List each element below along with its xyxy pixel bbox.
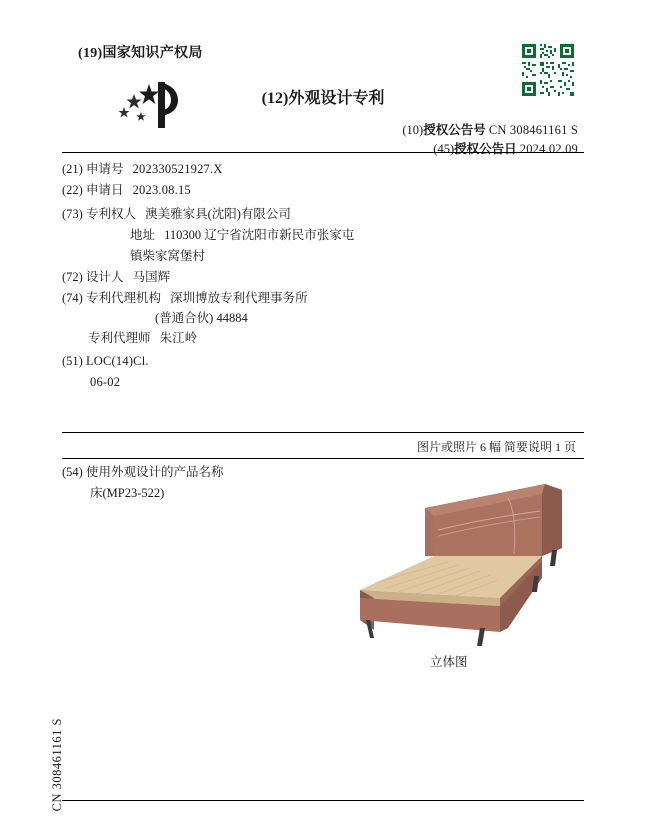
publication-date-code: (45)	[433, 142, 455, 156]
figure-count-note: 图片或照片 6 幅 简要说明 1 页	[416, 440, 576, 454]
applicant-code: (73)	[62, 207, 83, 221]
agency-field	[62, 289, 308, 308]
patent-type-code: (12)	[261, 90, 289, 107]
footer-divider	[62, 800, 584, 801]
applicant-address-label: 地址	[130, 228, 156, 242]
agency-label: 专利代理机构	[85, 291, 161, 305]
applicant-address-line-1	[130, 226, 354, 245]
agent-value: 朱江岭	[159, 331, 198, 345]
issuing-office	[78, 42, 203, 62]
designer-label: 设计人	[85, 270, 124, 284]
office-name: 国家知识产权局	[102, 46, 203, 61]
side-publication-number: CN 308461161 S	[50, 718, 64, 812]
publication-date-value: 2024.02.09	[519, 142, 578, 156]
loc-code: (51)	[62, 354, 83, 368]
product-name-value-line	[90, 484, 164, 503]
product-name-field	[62, 463, 223, 482]
header-divider	[62, 152, 584, 153]
agency-code: (74)	[62, 291, 83, 305]
application-date-label: 申请日	[85, 183, 124, 197]
agency-line-2	[155, 309, 248, 328]
applicant-address-value-2: 镇柴家窝堡村	[130, 249, 206, 263]
applicant-address-value-1: 110300 辽宁省沈阳市新民市张家屯	[164, 228, 355, 242]
application-date-field	[62, 181, 191, 200]
designer-value: 马国辉	[132, 270, 171, 284]
application-number-value: 202330521927.X	[132, 162, 223, 176]
applicant-address-line-2	[130, 247, 205, 266]
office-code: (19)	[78, 46, 103, 61]
application-number-label: 申请号	[85, 162, 124, 176]
loc-label: LOC(14)Cl.	[85, 354, 149, 368]
application-date-value: 2023.08.15	[132, 183, 191, 197]
product-name-label: 使用外观设计的产品名称	[85, 465, 224, 479]
loc-value: 06-02	[90, 375, 121, 389]
publication-number-value: CN 308461161 S	[488, 123, 578, 137]
applicant-field	[62, 205, 291, 224]
applicant-label: 专利权人	[85, 207, 136, 221]
body-divider-top	[62, 432, 584, 433]
application-number-field	[62, 160, 223, 179]
loc-classification-value	[90, 373, 120, 392]
product-name-value: 床(MP23-522)	[90, 486, 165, 500]
agency-type-and-code: (普通合伙) 44884	[155, 311, 248, 325]
publication-date-label: 授权公告日	[454, 142, 517, 156]
patent-type-title	[0, 85, 646, 108]
bed-perspective-drawing	[330, 470, 580, 655]
product-name-code: (54)	[62, 465, 83, 479]
agent-field	[88, 329, 197, 348]
applicant-value: 澳美雅家具(沈阳)有限公司	[145, 207, 291, 221]
publication-date-line	[433, 139, 578, 157]
patent-type-text: 外观设计专利	[288, 90, 385, 107]
publication-number-line	[402, 120, 578, 138]
agency-value: 深圳博放专利代理事务所	[170, 291, 308, 305]
agent-label: 专利代理师	[88, 331, 151, 345]
application-number-code: (21)	[62, 162, 83, 176]
application-date-code: (22)	[62, 183, 83, 197]
designer-code: (72)	[62, 270, 83, 284]
designer-field	[62, 268, 170, 287]
publication-number-label: 授权公告号	[423, 123, 486, 137]
figure-caption: 立体图	[430, 655, 468, 669]
loc-classification-field	[62, 352, 149, 371]
body-divider-bottom	[62, 458, 584, 459]
publication-number-code: (10)	[402, 123, 424, 137]
